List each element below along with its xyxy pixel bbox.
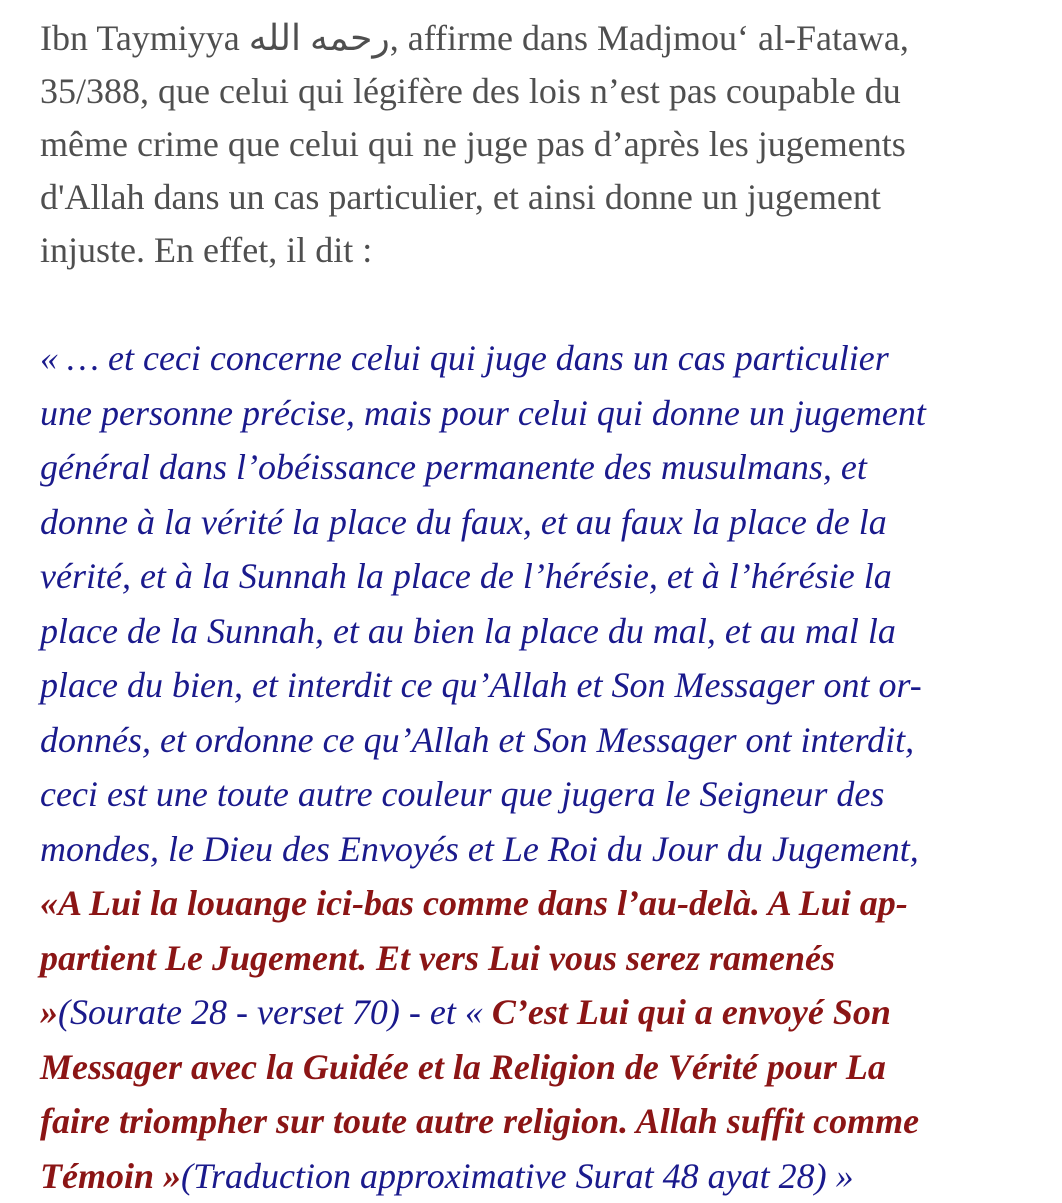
verse-fragment: Témoin » — [40, 1156, 181, 1196]
intro-paragraph — [40, 0, 1015, 277]
quote-line: ceci est une toute autre couleur que jugera le Seigneur des — [40, 767, 1015, 822]
quote-line: mondes, le Dieu des Envoyés et Le Roi du Jour du Jugement, — [40, 822, 1015, 877]
intro-line: Ibn Taymiyya رحمه الله, affirme dans Madjmou‘ al-Fatawa, — [40, 12, 1015, 65]
intro-line: même crime que celui qui ne juge pas d’après les jugements — [40, 118, 1015, 171]
quotation-paragraph — [40, 331, 1015, 1203]
mixed-line — [40, 985, 1015, 1040]
article — [40, 0, 1015, 1203]
verse-fragment: » — [40, 992, 58, 1032]
verse-line: faire triompher sur toute autre religion. Allah suffit comme — [40, 1094, 1015, 1149]
verse-line: Messager avec la Guidée et la Religion de Vérité pour La — [40, 1040, 1015, 1095]
quote-line: « … et ceci concerne celui qui juge dans un cas particulier — [40, 331, 1015, 386]
quote-line: place de la Sunnah, et au bien la place du mal, et au mal la — [40, 604, 1015, 659]
verse-reference: (Traduction approximative Surat 48 ayat 28) » — [181, 1156, 854, 1196]
quote-line: donne à la vérité la place du faux, et au faux la place de la — [40, 495, 1015, 550]
quote-line: place du bien, et interdit ce qu’Allah et Son Messager ont or- — [40, 658, 1015, 713]
quote-line: donnés, et ordonne ce qu’Allah et Son Messager ont interdit, — [40, 713, 1015, 768]
quote-line: vérité, et à la Sunnah la place de l’hérésie, et à l’hérésie la — [40, 549, 1015, 604]
verse-line: «A Lui la louange ici-bas comme dans l’au-delà. A Lui ap- — [40, 876, 1015, 931]
mixed-line — [40, 1149, 1015, 1203]
verse-fragment: C’est Lui qui a envoyé Son — [492, 992, 891, 1032]
quote-line: général dans l’obéissance permanente des musulmans, et — [40, 440, 1015, 495]
verse-reference: (Sourate 28 - verset 70) - et « — [58, 992, 492, 1032]
intro-line: 35/388, que celui qui légifère des lois n’est pas coupable du — [40, 65, 1015, 118]
intro-line: d'Allah dans un cas particulier, et ainsi donne un jugement — [40, 171, 1015, 224]
quote-line: une personne précise, mais pour celui qui donne un jugement — [40, 386, 1015, 441]
intro-line: injuste. En effet, il dit : — [40, 224, 1015, 277]
verse-line: partient Le Jugement. Et vers Lui vous serez ramenés — [40, 931, 1015, 986]
